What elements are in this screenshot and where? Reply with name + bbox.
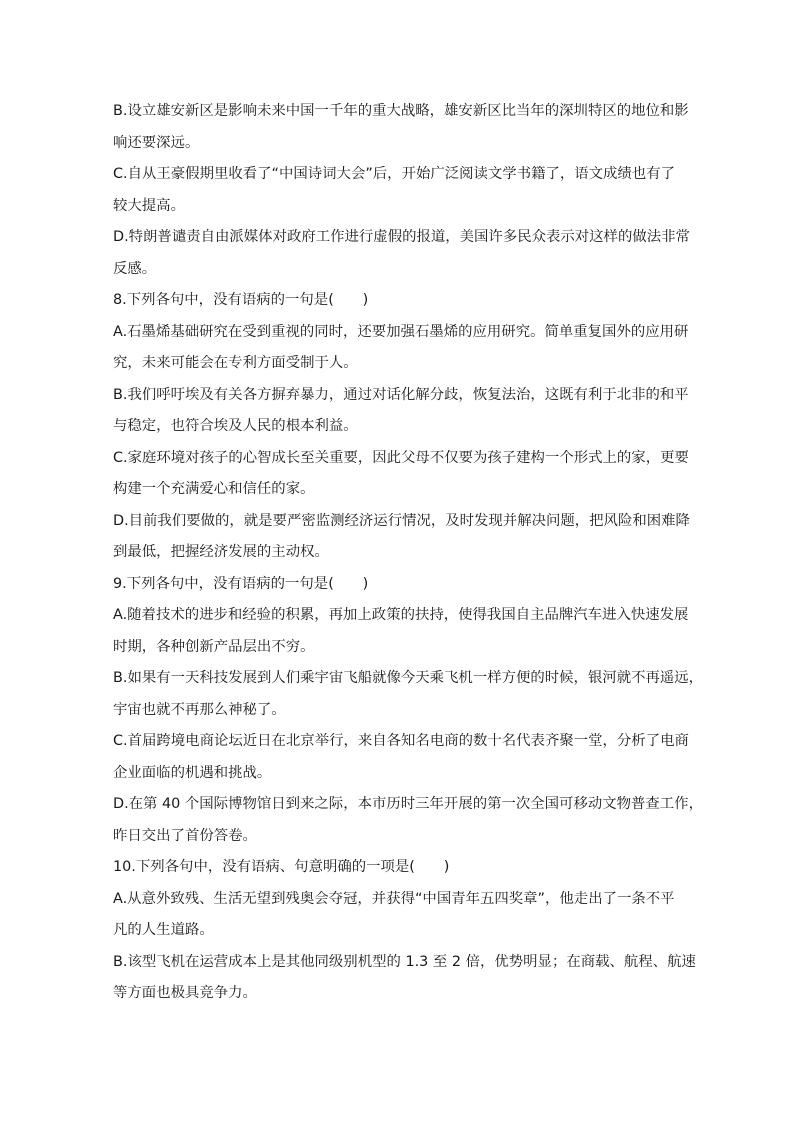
question-8-option-c-line-2: 构建一个充满爱心和信任的家。: [113, 481, 315, 497]
question-7-option-c-line-1: C.自从王豪假期里收看了“中国诗词大会”后，开始广泛阅读文学书籍了，语文成绩也有了: [113, 166, 675, 182]
question-7-option-b-line-1: B.设立雄安新区是影响未来中国一千年的重大战略，雄安新区比当年的深圳特区的地位和影: [113, 103, 689, 119]
question-10-stem: 10.下列各句中，没有语病、句意明确的一项是( ): [113, 859, 450, 875]
question-7-option-d-line-1: D.特朗普谴责自由派媒体对政府工作进行虚假的报道，美国许多民众表示对这样的做法非常: [113, 229, 690, 245]
question-9-option-d-line-2: 昨日交出了首份答卷。: [113, 827, 257, 844]
question-7-option-d-line-2: 反感。: [113, 260, 157, 277]
question-8-option-b-line-2: 与稳定，也符合埃及人民的根本利益。: [113, 418, 358, 434]
question-8-option-a-line-1: A.石墨烯基础研究在受到重视的同时，还要加强石墨烯的应用研究。简单重复国外的应用研: [113, 323, 689, 340]
question-8-stem: 8.下列各句中，没有语病的一句是( ): [113, 292, 369, 308]
question-9-option-c-line-2: 企业面临的机遇和挑战。: [113, 764, 272, 781]
question-8-option-d-line-1: D.目前我们要做的，就是要严密监测经济运行情况，及时发现并解决问题，把风险和困难降: [113, 512, 690, 529]
question-8-option-b-line-1: B.我们呼吁埃及有关各方摒弃暴力，通过对话化解分歧，恢复法治，这既有利于北非的和平: [113, 386, 689, 403]
question-9-option-b-line-1: B.如果有一天科技发展到人们乘宇宙飞船就像今天乘飞机一样方便的时候，银河就不再遥远，: [113, 670, 704, 686]
question-9-stem: 9.下列各句中，没有语病的一句是( ): [113, 575, 369, 592]
question-10-option-b-line-1: B.该型飞机在运营成本上是其他同级别机型的 1.3 至 2 倍，优势明显；在商载、航程、航速: [113, 953, 696, 970]
question-7-option-b-line-2: 响还要深远。: [113, 134, 200, 151]
question-9-option-a-line-2: 时期，各种创新产品层出不穷。: [113, 638, 315, 655]
question-9-option-c-line-1: C.首届跨境电商论坛近日在北京举行，来自各知名电商的数十名代表齐聚一堂，分析了电商: [113, 733, 689, 749]
question-8-option-d-line-2: 到最低，把握经济发展的主动权。: [113, 544, 329, 560]
question-10-option-b-line-2: 等方面也极具竞争力。: [113, 985, 257, 1001]
document-body: [113, 96, 704, 1010]
question-9-option-d-line-1: D.在第 40 个国际博物馆日到来之际，本市历时三年开展的第一次全国可移动文物普查工作，: [113, 796, 703, 812]
question-10-option-a-line-1: A.从意外致残、生活无望到残奥会夺冠，并获得“中国青年五四奖章”，他走出了一条不平: [113, 890, 675, 907]
question-10-option-a-line-2: 凡的人生道路。: [113, 922, 214, 938]
question-9-option-b-line-2: 宇宙也就不再那么神秘了。: [113, 701, 286, 718]
question-7-option-c-line-2: 较大提高。: [113, 197, 185, 214]
question-8-option-c-line-1: C.家庭环境对孩子的心智成长至关重要，因此父母不仅要为孩子建构一个形式上的家，更要: [113, 449, 689, 466]
question-8-option-a-line-2: 究，未来可能会在专利方面受制于人。: [113, 355, 358, 371]
question-9-option-a-line-1: A.随着技术的进步和经验的积累，再加上政策的扶持，使得我国自主品牌汽车进入快速发展: [113, 607, 689, 623]
